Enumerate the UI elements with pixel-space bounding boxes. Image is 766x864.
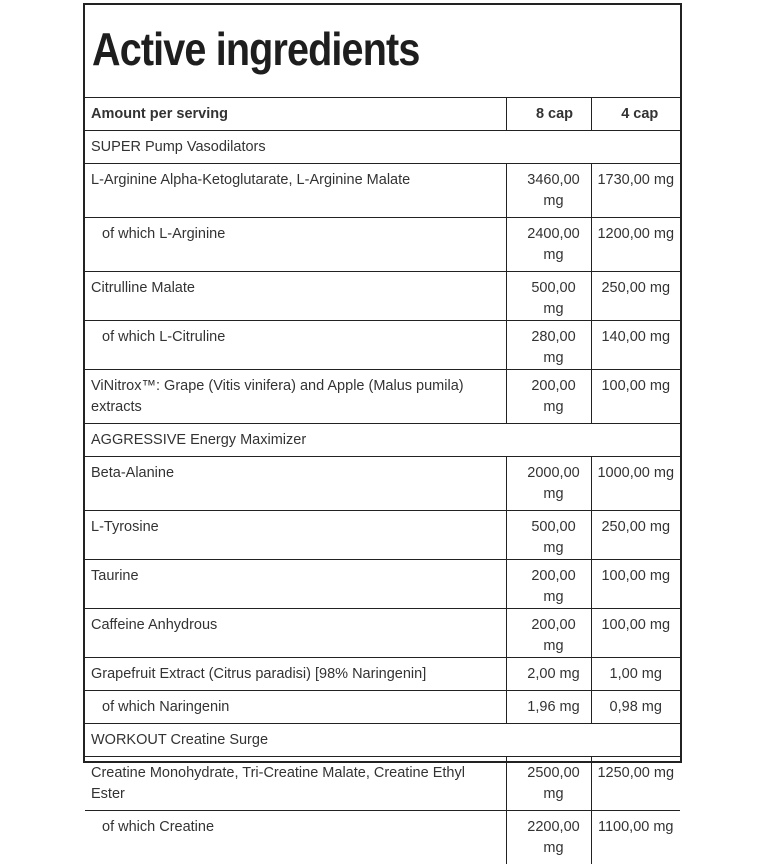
amount-8-cap: 1,96 mg [506, 691, 591, 724]
amount-4-cap: 1250,00 mg [591, 757, 680, 811]
ingredients-table [85, 97, 680, 864]
amount-8-cap: 2400,00 mg [506, 218, 591, 272]
amount-4-cap: 250,00 mg [591, 272, 680, 321]
ingredient-name: Taurine [85, 560, 506, 609]
amount-4-cap: 250,00 mg [591, 511, 680, 560]
amount-8-cap: 200,00 mg [506, 370, 591, 424]
ingredient-name: of which L-Arginine [85, 218, 506, 272]
amount-4-cap: 1730,00 mg [591, 164, 680, 218]
ingredient-name: Caffeine Anhydrous [85, 609, 506, 658]
amount-4-cap: 1000,00 mg [591, 457, 680, 511]
table-row [85, 811, 680, 864]
amount-4-cap: 1,00 mg [591, 658, 680, 691]
amount-8-cap: 2200,00 mg [506, 811, 591, 864]
table-row [85, 457, 680, 511]
ingredient-name: of which L-Citruline [85, 321, 506, 370]
table-header-row [85, 98, 680, 131]
section-heading: WORKOUT Creatine Surge [85, 724, 680, 757]
table-row [85, 691, 680, 724]
ingredient-name: Beta-Alanine [85, 457, 506, 511]
amount-8-cap: 280,00 mg [506, 321, 591, 370]
table-row [85, 321, 680, 370]
table-row [85, 370, 680, 424]
amount-4-cap: 100,00 mg [591, 370, 680, 424]
page-title: Active ingredients [92, 21, 419, 77]
amount-8-cap: 500,00 mg [506, 272, 591, 321]
ingredients-panel [83, 3, 682, 763]
header-4-cap: 4 cap [591, 98, 680, 131]
table-row [85, 724, 680, 757]
amount-4-cap: 1200,00 mg [591, 218, 680, 272]
header-amount-per-serving: Amount per serving [85, 98, 506, 131]
header-8-cap: 8 cap [506, 98, 591, 131]
ingredient-name: Grapefruit Extract (Citrus paradisi) [98% Naringenin] [85, 658, 506, 691]
table-row [85, 424, 680, 457]
section-heading: SUPER Pump Vasodilators [85, 131, 680, 164]
ingredient-name: Creatine Monohydrate, Tri-Creatine Malate, Creatine Ethyl Ester [85, 757, 506, 811]
amount-8-cap: 200,00 mg [506, 609, 591, 658]
amount-8-cap: 2000,00 mg [506, 457, 591, 511]
table-row [85, 757, 680, 811]
ingredient-name: of which Creatine [85, 811, 506, 864]
amount-8-cap: 500,00 mg [506, 511, 591, 560]
amount-8-cap: 2500,00 mg [506, 757, 591, 811]
amount-8-cap: 3460,00 mg [506, 164, 591, 218]
table-row [85, 560, 680, 609]
amount-8-cap: 200,00 mg [506, 560, 591, 609]
ingredient-name: L-Arginine Alpha-Ketoglutarate, L-Arginine Malate [85, 164, 506, 218]
table-row [85, 218, 680, 272]
ingredient-name: L-Tyrosine [85, 511, 506, 560]
table-row [85, 511, 680, 560]
table-row [85, 272, 680, 321]
amount-4-cap: 1100,00 mg [591, 811, 680, 864]
ingredient-name: of which Naringenin [85, 691, 506, 724]
ingredient-name: ViNitrox™: Grape (Vitis vinifera) and Apple (Malus pumila) extracts [85, 370, 506, 424]
amount-4-cap: 0,98 mg [591, 691, 680, 724]
table-row [85, 131, 680, 164]
section-heading: AGGRESSIVE Energy Maximizer [85, 424, 680, 457]
amount-4-cap: 100,00 mg [591, 609, 680, 658]
amount-8-cap: 2,00 mg [506, 658, 591, 691]
amount-4-cap: 100,00 mg [591, 560, 680, 609]
table-row [85, 658, 680, 691]
table-row [85, 609, 680, 658]
table-row [85, 164, 680, 218]
ingredient-name: Citrulline Malate [85, 272, 506, 321]
amount-4-cap: 140,00 mg [591, 321, 680, 370]
